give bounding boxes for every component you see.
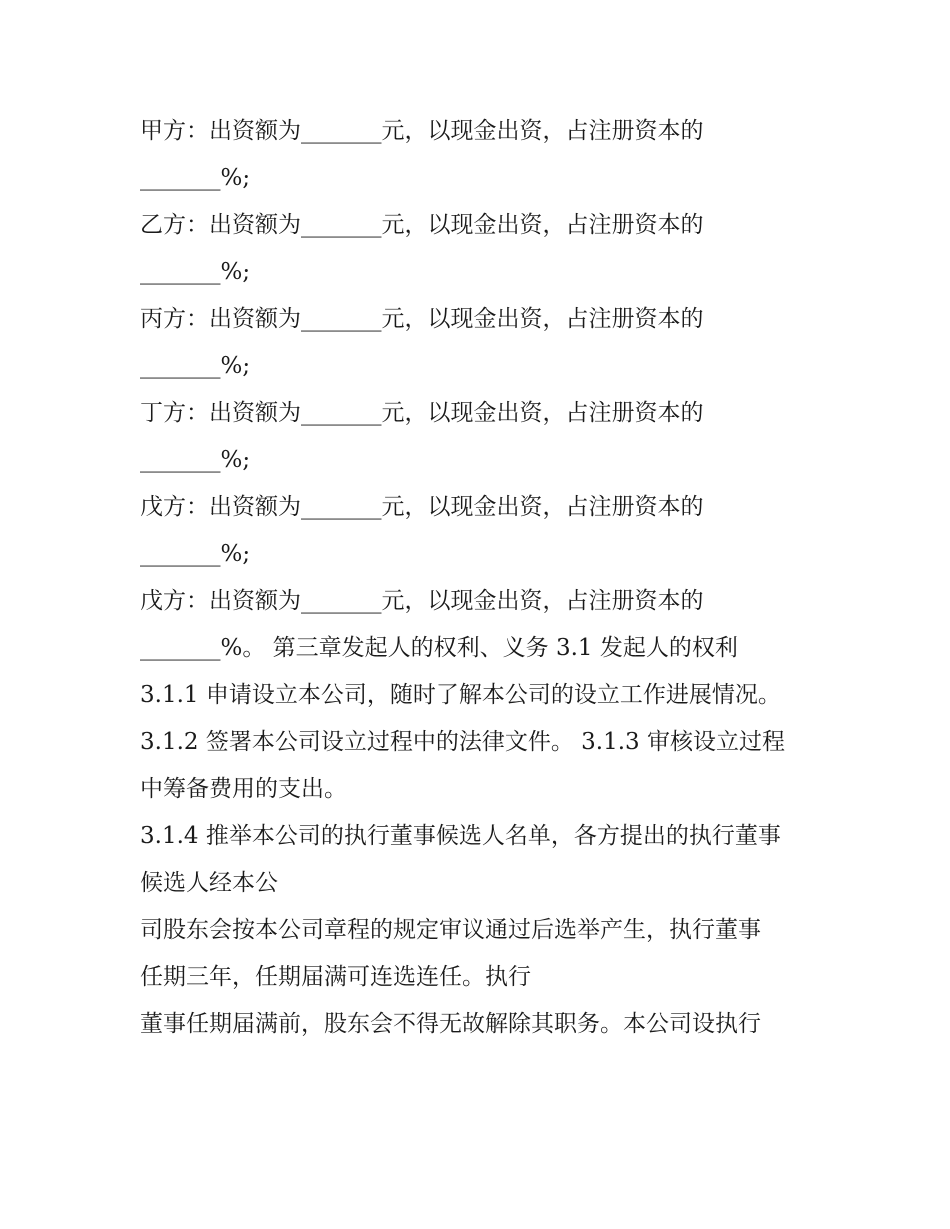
text-line: 丙方：出资额为_______元，以现金出资，占注册资本的 (140, 306, 704, 332)
text-line: 任期三年，任期届满可连选连任。执行 (140, 964, 531, 990)
document-body (140, 108, 820, 1048)
text-line: _______%; (140, 259, 251, 285)
text-line: 中筹备费用的支出。 (140, 776, 347, 802)
text-line: 候选人经本公 (140, 870, 278, 896)
text-line: _______%; (140, 447, 251, 473)
text-line: 3.1.2 签署本公司设立过程中的法律文件。 3.1.3 审核设立过程 (140, 729, 785, 755)
text-line: 乙方：出资额为_______元，以现金出资，占注册资本的 (140, 212, 704, 238)
text-line: 丁方：出资额为_______元，以现金出资，占注册资本的 (140, 400, 704, 426)
text-line: _______%; (140, 541, 251, 567)
text-line: 董事任期届满前，股东会不得无故解除其职务。本公司设执行 (140, 1011, 761, 1037)
text-line: 3.1.4 推举本公司的执行董事候选人名单，各方提出的执行董事 (140, 823, 781, 849)
text-line: _______%。 第三章发起人的权利、义务 3.1 发起人的权利 (140, 635, 738, 661)
text-line: 甲方：出资额为_______元，以现金出资，占注册资本的 (140, 118, 704, 144)
text-line: 戊方：出资额为_______元，以现金出资，占注册资本的 (140, 588, 704, 614)
text-line: 司股东会按本公司章程的规定审议通过后选举产生，执行董事 (140, 917, 761, 943)
text-line: _______%; (140, 353, 251, 379)
text-line: _______%; (140, 165, 251, 191)
text-line: 3.1.1 申请设立本公司，随时了解本公司的设立工作进展情况。 (140, 682, 781, 708)
text-line: 戊方：出资额为_______元，以现金出资，占注册资本的 (140, 494, 704, 520)
